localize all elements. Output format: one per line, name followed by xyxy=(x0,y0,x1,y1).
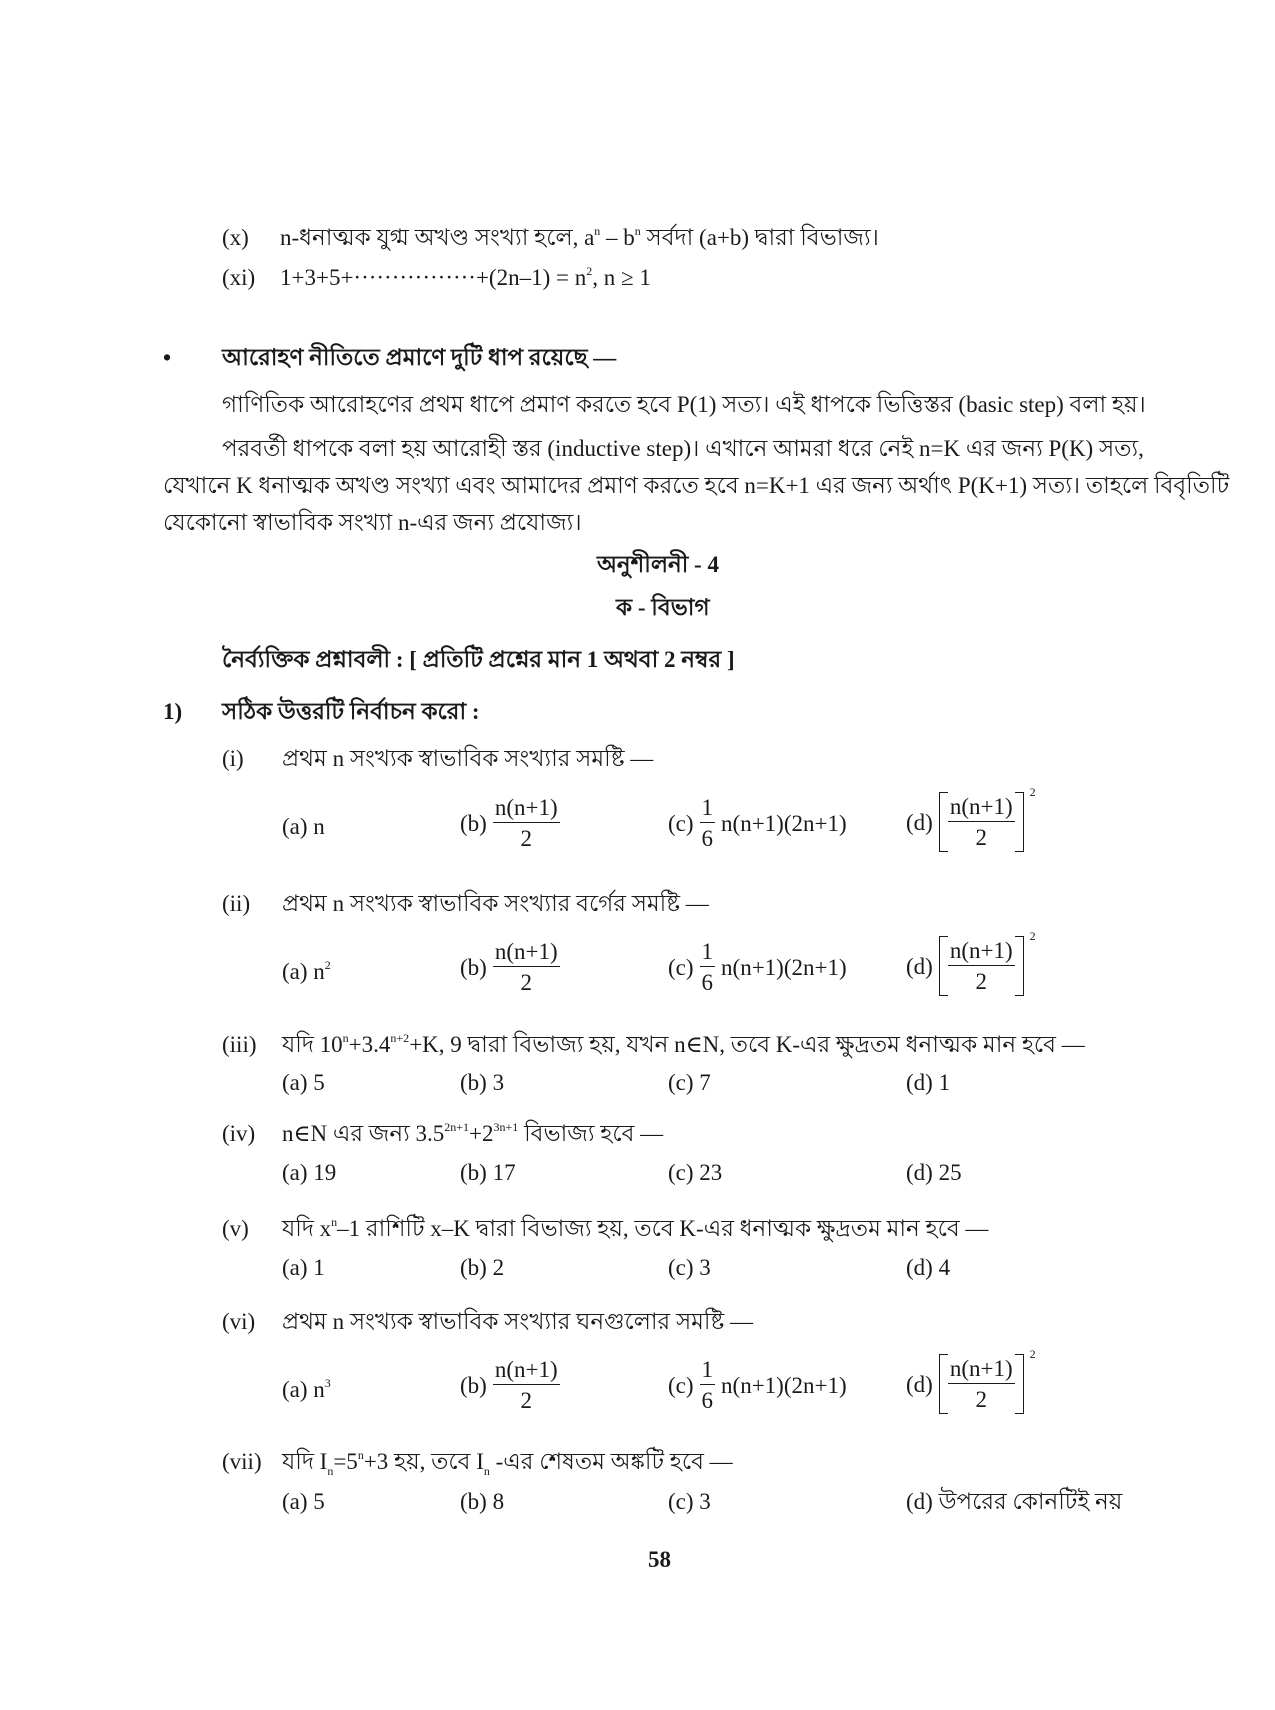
subq-vii-number: (vii) xyxy=(222,1449,262,1474)
subq-vi-option-c xyxy=(668,1358,847,1412)
subq-i-option-b xyxy=(460,796,560,850)
subq-vii-option-d: (d) উপরের কোনটিই নয় xyxy=(906,1489,1123,1514)
subq-ii-option-c xyxy=(668,940,847,994)
left-bracket xyxy=(939,1354,948,1414)
subq-vi-option-b xyxy=(460,1358,560,1412)
superscript: 2 xyxy=(1029,929,1036,943)
superscript: 3n+1 xyxy=(493,1120,519,1134)
numerator: n(n+1) xyxy=(948,1357,1015,1384)
superscript: n xyxy=(342,1031,349,1045)
exercise-title: অনুশীলনী - 4 xyxy=(597,552,719,577)
subq-ii-option-d xyxy=(906,929,1036,996)
bracket-expression xyxy=(939,1347,1036,1414)
subq-vi-text: প্রথম n সংখ্যক স্বাভাবিক সংখ্যার ঘনগুলোর সমষ্টি — xyxy=(282,1309,754,1334)
option-label: (a) n xyxy=(282,814,325,839)
subq-iv-option-c: (c) 23 xyxy=(668,1160,723,1185)
subq-vii-text xyxy=(282,1448,733,1478)
question-text: +3.4 xyxy=(348,1032,391,1057)
item-number: (xi) xyxy=(222,265,256,290)
numerator: 1 xyxy=(700,1358,716,1385)
subq-v-text xyxy=(282,1217,988,1240)
fraction xyxy=(493,1358,560,1412)
numerator: n(n+1) xyxy=(948,795,1015,822)
numerator: n(n+1) xyxy=(493,940,560,967)
bracket-expression xyxy=(939,785,1036,852)
subq-iv-number: (iv) xyxy=(222,1121,256,1146)
option-label: (c) xyxy=(668,954,694,980)
subq-i-text: প্রথম n সংখ্যক স্বাভাবিক সংখ্যার সমষ্টি — xyxy=(282,746,654,771)
numerator: n(n+1) xyxy=(493,1358,560,1385)
subq-v-number: (v) xyxy=(222,1216,249,1241)
option-label: (c) xyxy=(668,810,694,836)
superscript: 2 xyxy=(324,958,331,972)
subscript: n xyxy=(483,1464,490,1478)
question-text: -এর শেষতম অঙ্কটি হবে — xyxy=(489,1449,733,1474)
subq-vi-number: (vi) xyxy=(222,1309,256,1334)
subq-vii-option-b: (b) 8 xyxy=(460,1489,505,1514)
subq-iii-option-c: (c) 7 xyxy=(668,1070,711,1095)
option-label: (d) xyxy=(906,1371,933,1397)
denominator: 2 xyxy=(975,969,987,994)
objective-heading: নৈর্ব্যক্তিক প্রশ্নাবলী : [ প্রতিটি প্রশ্নের মান 1 অথবা 2 নম্বর ] xyxy=(222,647,735,672)
subq-ii-text: প্রথম n সংখ্যক স্বাভাবিক সংখ্যার বর্গের সমষ্টি — xyxy=(282,891,709,916)
item-text: , n ≥ 1 xyxy=(592,265,651,290)
section-title: ক - বিভাগ xyxy=(616,595,710,620)
numerator: 1 xyxy=(700,796,716,823)
left-bracket xyxy=(939,936,948,996)
numerator: n(n+1) xyxy=(948,939,1015,966)
denominator: 6 xyxy=(701,970,714,995)
right-bracket xyxy=(1015,1354,1024,1414)
subq-vi-option-a xyxy=(282,1378,331,1401)
question-text: –1 রাশিটি x–K দ্বারা বিভাজ্য হয়, তবে K-এর ধনাত্মক ক্ষুদ্রতম মান হবে — xyxy=(337,1216,989,1241)
subq-i-option-c xyxy=(668,796,847,850)
question-text: =5 xyxy=(333,1449,358,1474)
expression: n(n+1)(2n+1) xyxy=(721,810,847,836)
subq-ii-option-b xyxy=(460,940,560,994)
subq-vii-option-a: (a) 5 xyxy=(282,1489,325,1514)
superscript: 2 xyxy=(586,264,593,278)
subq-iv-option-d: (d) 25 xyxy=(906,1160,962,1185)
right-bracket xyxy=(1015,936,1024,996)
question-text: বিভাজ্য হবে — xyxy=(518,1121,664,1146)
numerator: n(n+1) xyxy=(493,796,560,823)
superscript: 3 xyxy=(324,1376,331,1390)
question-number: 1) xyxy=(163,699,183,724)
induction-heading: আরোহণ নীতিতে প্রমাণে দুটি ধাপ রয়েছে — xyxy=(222,345,617,370)
question-text: যদি I xyxy=(282,1449,328,1474)
subscript: n xyxy=(327,1464,334,1478)
subq-iii-option-b: (b) 3 xyxy=(460,1070,505,1095)
item-text: 1+3+5+················+(2n–1) = n xyxy=(280,265,587,290)
fraction xyxy=(493,940,560,994)
denominator: 6 xyxy=(701,1388,714,1413)
denominator: 2 xyxy=(520,826,532,851)
superscript: n xyxy=(331,1215,338,1229)
item-text: – b xyxy=(600,225,635,250)
fraction xyxy=(700,1358,716,1412)
subq-iv-option-b: (b) 17 xyxy=(460,1160,516,1185)
expression: n(n+1)(2n+1) xyxy=(721,1372,847,1398)
subq-iv-option-a: (a) 19 xyxy=(282,1160,337,1185)
paragraph-inductive-line1: পরবর্তী ধাপকে বলা হয় আরোহী স্তর (inductive step)। এখানে আমরা ধরে নেই n=K এর জন্য P(K) সত্য, xyxy=(222,436,1144,461)
subq-v-option-b: (b) 2 xyxy=(460,1255,505,1280)
superscript: 2 xyxy=(1029,1347,1036,1361)
denominator: 2 xyxy=(975,825,987,850)
superscript: 2n+1 xyxy=(444,1120,470,1134)
subq-vii-option-c: (c) 3 xyxy=(668,1489,711,1514)
superscript: n xyxy=(634,224,641,238)
subq-iii-number: (iii) xyxy=(222,1032,257,1057)
superscript: n+2 xyxy=(390,1031,410,1045)
superscript: n xyxy=(594,224,601,238)
subq-i-number: (i) xyxy=(222,746,244,771)
paragraph-inductive-line3: যেকোনো স্বাভাবিক সংখ্যা n-এর জন্য প্রযোজ্য। xyxy=(163,510,582,535)
fraction xyxy=(700,796,716,850)
subq-iii-text xyxy=(282,1033,1085,1056)
subq-iii-option-a: (a) 5 xyxy=(282,1070,325,1095)
fraction xyxy=(948,1357,1015,1411)
item-x-text xyxy=(280,226,879,249)
question-text: +K, 9 দ্বারা বিভাজ্য হয়, যখন n∈N, তবে K-এর ক্ষুদ্রতম ধনাত্মক মান হবে — xyxy=(409,1032,1085,1057)
superscript: 2 xyxy=(1029,785,1036,799)
fraction xyxy=(948,939,1015,993)
item-number: (x) xyxy=(222,225,249,250)
item-xi xyxy=(222,266,255,289)
question-text: n∈N এর জন্য 3.5 xyxy=(282,1121,445,1146)
bracket-expression xyxy=(939,929,1036,996)
subq-i-option-a xyxy=(282,815,325,838)
denominator: 6 xyxy=(701,826,714,851)
question-text: +2 xyxy=(469,1121,494,1146)
option-label: (b) xyxy=(460,1372,487,1398)
item-x xyxy=(222,226,249,249)
option-label: (a) n xyxy=(282,1377,325,1402)
fraction xyxy=(948,795,1015,849)
denominator: 2 xyxy=(975,1387,987,1412)
option-label: (b) xyxy=(460,954,487,980)
option-label: (b) xyxy=(460,810,487,836)
expression: n(n+1)(2n+1) xyxy=(721,954,847,980)
question-text: সঠিক উত্তরটি নির্বাচন করো : xyxy=(222,699,480,724)
question-text: যদি 10 xyxy=(282,1032,343,1057)
paragraph-basic-step: গাণিতিক আরোহণের প্রথম ধাপে প্রমাণ করতে হবে P(1) সত্য। এই ধাপকে ভিত্তিস্তর (basic step) বলা হয়। xyxy=(222,392,1146,417)
option-label: (c) xyxy=(668,1372,694,1398)
fraction xyxy=(493,796,560,850)
subq-iv-text xyxy=(282,1122,663,1145)
superscript: n xyxy=(357,1448,364,1462)
subq-iii-option-d: (d) 1 xyxy=(906,1070,951,1095)
subq-ii-number: (ii) xyxy=(222,891,251,916)
numerator: 1 xyxy=(700,940,716,967)
denominator: 2 xyxy=(520,970,532,995)
page-number: 58 xyxy=(648,1547,671,1572)
subq-v-option-a: (a) 1 xyxy=(282,1255,325,1280)
bullet-icon: • xyxy=(163,345,172,370)
right-bracket xyxy=(1015,792,1024,852)
question-text: +3 হয়, তবে I xyxy=(363,1449,484,1474)
paragraph-inductive-line2: যেখানে K ধনাত্মক অখণ্ড সংখ্যা এবং আমাদের প্রমাণ করতে হবে n=K+1 এর জন্য অর্থাৎ P(K+1) সত্য। তাহলে বিবৃতিটি xyxy=(163,473,1230,498)
option-label: (d) xyxy=(906,809,933,835)
item-xi-text xyxy=(280,266,651,289)
subq-ii-option-a xyxy=(282,960,331,983)
subq-i-option-d xyxy=(906,785,1036,852)
item-text: সর্বদা (a+b) দ্বারা বিভাজ্য। xyxy=(640,225,879,250)
option-label: (a) n xyxy=(282,959,325,984)
denominator: 2 xyxy=(520,1388,532,1413)
subq-v-option-c: (c) 3 xyxy=(668,1255,711,1280)
question-text: যদি x xyxy=(282,1216,332,1241)
option-label: (d) xyxy=(906,953,933,979)
subq-vi-option-d xyxy=(906,1347,1036,1414)
fraction xyxy=(700,940,716,994)
left-bracket xyxy=(939,792,948,852)
item-text: n-ধনাত্মক যুগ্ম অখণ্ড সংখ্যা হলে, a xyxy=(280,225,595,250)
subq-v-option-d: (d) 4 xyxy=(906,1255,951,1280)
